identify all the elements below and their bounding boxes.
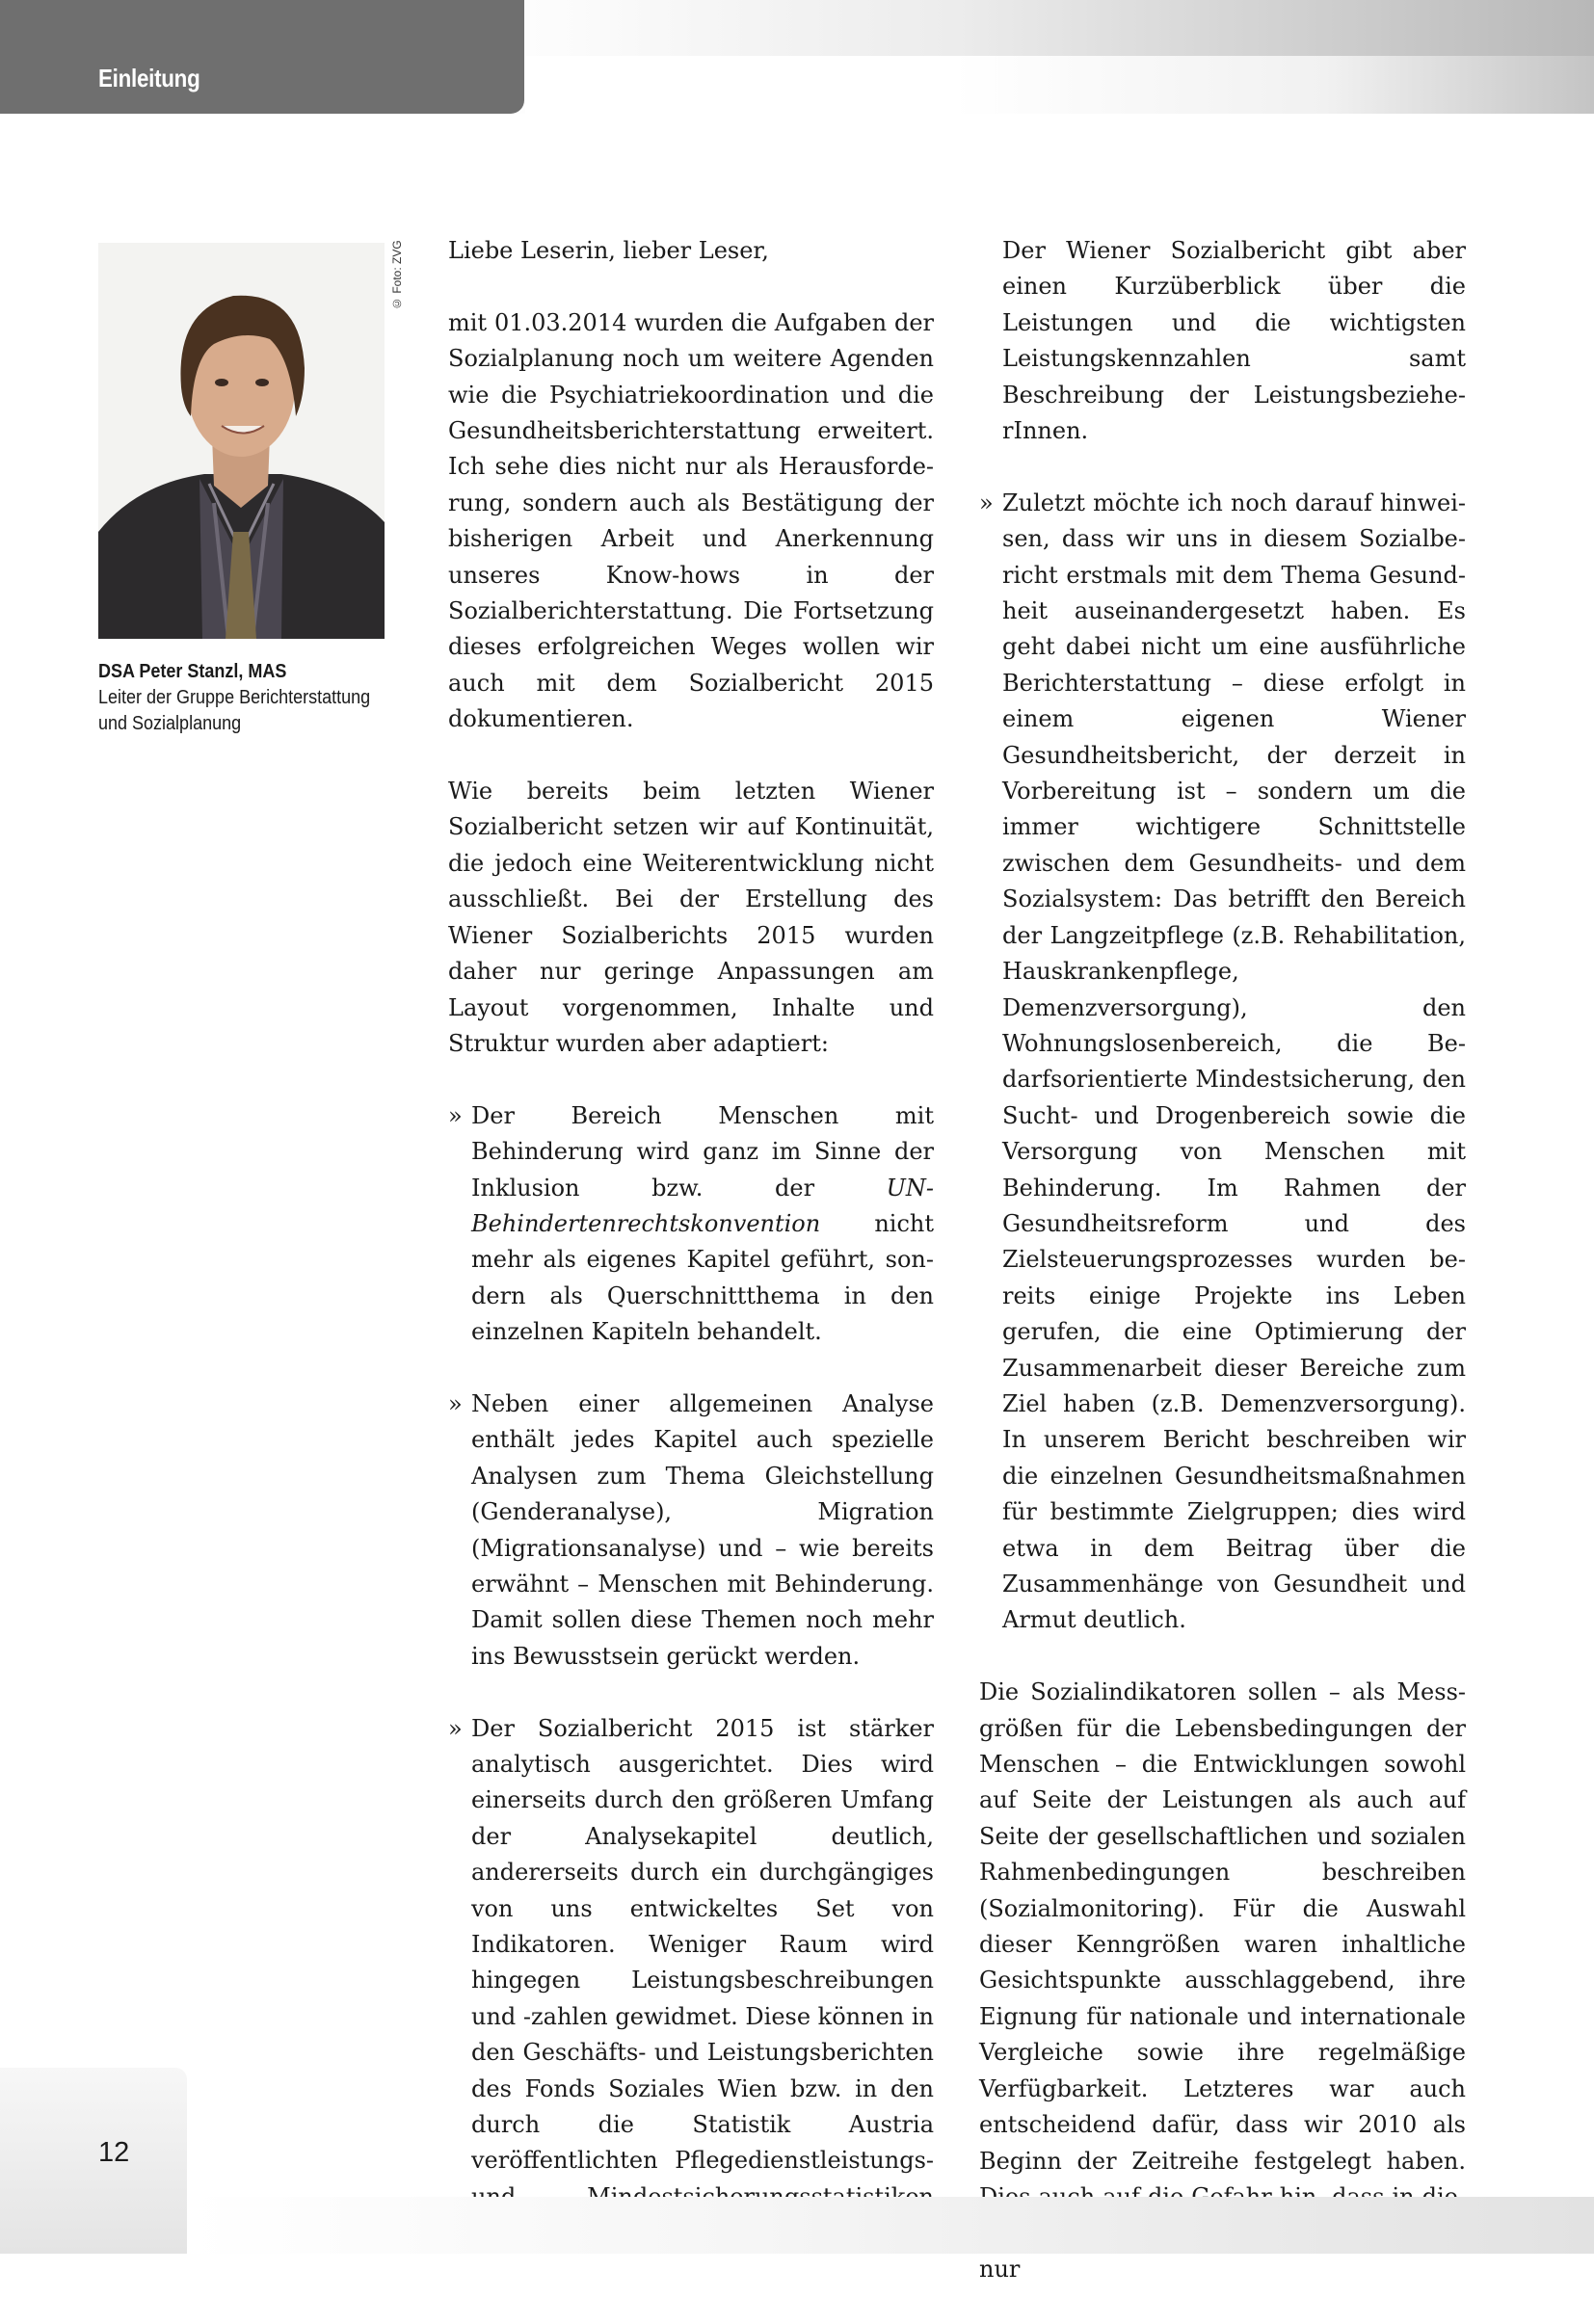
portrait-image bbox=[98, 243, 385, 639]
paragraph-2: Wie bereits beim letzten Wiener Sozialbericht setzen wir auf Kontinuität, die jedoch eine Weiterentwicklung nicht ausschließt. Bei der Erstellung des Wiener Sozialberichts 2015 wurden daher nur geringe Anpassungen am Layout vorgenommen, Inhalte und Struktur wurden aber adaptiert: bbox=[448, 778, 934, 1057]
section-title: Einleitung bbox=[98, 64, 200, 92]
text-column-right bbox=[979, 233, 1466, 2324]
paragraph-1: mit 01.03.2014 wurden die Aufgaben der Sozialplanung noch um weitere Agenden wie die Psychiatriekoordination und die Gesundheitsberichterstattung erweitert. Ich sehe dies nicht nur als Herausforderung, sondern auch als Bestätigung der bisherigen Arbeit und Anerkennung unseres Know-hows in der Sozialberichterstattung. Die Fortsetzung dieses erfolgreichen Weges wollen wir auch mit dem Sozialbericht 2015 dokumentieren. bbox=[448, 308, 934, 733]
caption-role-line1: Leiter der Gruppe Berichterstattung bbox=[98, 687, 371, 708]
bullet-mark: » bbox=[448, 1714, 463, 1742]
list-item bbox=[448, 1711, 934, 2252]
list-item bbox=[979, 486, 1466, 1639]
bullet-mark: » bbox=[979, 489, 994, 516]
bullet-mark: » bbox=[448, 1389, 463, 1417]
bullet-1-italic: UN-Behindertenrechtskonvention bbox=[471, 1174, 934, 1237]
bullet-mark: » bbox=[448, 1101, 463, 1129]
caption-role-line2: und Sozialplanung bbox=[98, 713, 242, 734]
list-item bbox=[448, 1386, 934, 1675]
bullet-1-text-b: nicht mehr als eigenes Kapitel geführt, sondern als Querschnittthema in den einzelnen Kapiteln behandelt. bbox=[471, 1209, 934, 1346]
bullet-1-text-a: Der Bereich Menschen mit Behinderung wird ganz im Sinne der Inklusion bzw. der bbox=[471, 1101, 934, 1202]
list-item bbox=[448, 1098, 934, 1351]
caption-name: DSA Peter Stanzl, MAS bbox=[98, 661, 287, 682]
author-photo bbox=[98, 243, 385, 639]
bullet-3-continuation: Der Wiener Sozialbericht gibt aber einen Kurzüberblick über die Leistungen und die wichtigsten Leistungskennzahlen samt Beschreibung der LeistungsbezieherInnen. bbox=[1002, 237, 1466, 445]
text-column-left bbox=[448, 233, 934, 2287]
salutation: Liebe Leserin, lieber Leser, bbox=[448, 237, 769, 264]
footer-band bbox=[187, 2197, 1594, 2254]
header-band-lower bbox=[525, 56, 1594, 114]
bullet-3-text: Der Sozialbericht 2015 ist stärker analytisch ausgerichtet. Dies wird einerseits durch den größeren Umfang der Analysekapitel deutlich, andererseits durch ein durchgängiges von uns entwickeltes Set von Indikatoren. Weniger Raum wird hingegen Leistungsbeschreibungen und -zahlen gewidmet. Diese können in den Geschäfts- und Leistungsberichten des Fonds Soziales Wien bzw. in den durch die Statistik Austria veröffentlichten Pflegedienstleistungs- bbox=[471, 1714, 934, 2175]
paragraph-3: Die Sozialindikatoren sollen – als Messgrößen für die Lebensbedingungen der Menschen – die Entwicklungen sowohl auf Seite der Leistungen als auch auf Seite der gesellschaftlichen und sozialen Rahmenbedingungen beschreiben (Sozialmonitoring). Für die Auswahl dieser Kenngrößen waren inhaltliche Gesichtspunkte ausschlaggebend, ihre Eignung für nationale und internationale Vergleiche sowie ihre regelmäßige Verfügbarkeit. Letzteres war auch entscheidend dafür, dass wir 2010 als Beginn der Zeitreihe festgelegt haben. nur bbox=[979, 1678, 1466, 2283]
photo-credit: © Foto: ZVG bbox=[390, 240, 404, 310]
page-number: 12 bbox=[98, 2137, 130, 2168]
bullet-2-text: Neben einer allgemeinen Analyse enthält jedes Kapitel auch spezielle Analysen zum Thema Gleichstellung (Genderanalyse), Migration (Migrationsanalyse) und – wie bereits erwähnt – Menschen mit Behinderung. Damit sollen diese Themen noch mehr ins Bewusstsein gerückt werden. bbox=[471, 1389, 934, 1670]
page-tab bbox=[0, 2068, 187, 2254]
section-tab bbox=[0, 0, 524, 114]
photo-caption bbox=[98, 659, 397, 737]
bullet-4-text: Zuletzt möchte ich noch darauf hinweisen, dass wir uns in diesem Sozialbericht erstmals mit dem Thema Gesundheit auseinandergesetzt haben. Es geht dabei nicht um eine ausführliche Berichterstattung – diese erfolgt in einem eigenen Wiener Gesundheitsbericht, der derzeit in Vorbereitung ist – sondern um die immer wichtigere Schnittstelle zwischen dem Gesundheits- und dem Sozialsystem: Das betrifft den Bereich der Langzeitpflege (z.B. Rehabilitation, Hauskrankenpflege, Demenzversorgung), den Wohnungslosenbereich, die Bedarfsorientierte Mindestsicherung, den Sucht- und Drogenbereich sowie die Versorgung von Menschen mit Behinderung. Im Rahmen der Gesundheitsreform und des Zielsteuerungsprozesses wurden bereits einige Projekte ins Leben gerufen, die eine Optimierung der Zusammenarbeit dieser Bereiche zum Ziel haben (z.B. Demenzversorgung). In unserem Bericht beschreiben wir die einzelnen Gesundheitsmaßnahmen für bestimmte Zielgruppen; dies wird etwa in dem Beitrag über die Zusammenhänge von Gesundheit und Armut deutlich. bbox=[1002, 489, 1466, 1634]
